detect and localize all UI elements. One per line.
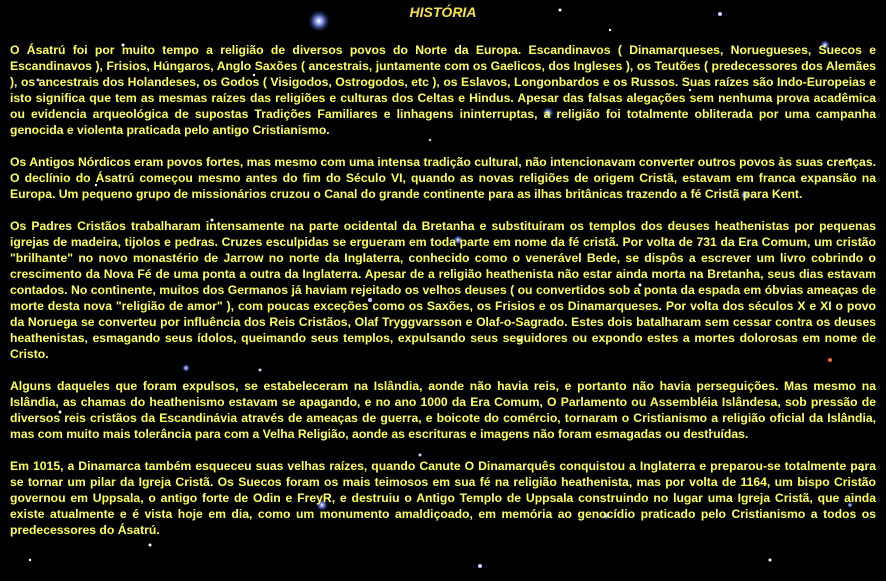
star	[478, 564, 482, 568]
star	[29, 559, 31, 561]
page-content	[10, 0, 876, 538]
page-title: HISTÓRIA	[409, 4, 477, 20]
paragraph-denmark-sweden: Em 1015, a Dinamarca também esqueceu suas velhas raízes, quando Canute O Dinamarquês conquistou a Inglaterra e preparou-se totalmente para se tornar um pilar da Igreja Cristã. Os Suecos foram os mais teimosos em sua fé na religião heathenista, mas por volta de 1164, um bispo Cristão governou em Uppsala, o antigo forte de Odin e FreyR, e destruiu o Antigo Templo de Uppsala construindo no lugar uma Igreja Cristã, que ainda existe atualmente e é vista hoje em dia, como um monumento amaldiçoado, em memória ao genocídio praticado pelo Cristianismo a todos os predecessores do Ásatrú.	[10, 459, 876, 537]
paragraph-decline: Os Antigos Nórdicos eram povos fortes, mas mesmo com uma intensa tradição cultural, não intencionavam converter outros povos às suas crenças. O declínio do Ásatrú começou mesmo antes do fim do Século VI, quando as novas religiões de origem Cristã, estavam em franca expansão na Europa. Um pequeno grupo de missionários cruzou o Canal do grande continente para as ilhas britânicas trazendo a fé Cristã para Kent.	[10, 155, 876, 201]
paragraph-christian-priests: Os Padres Cristãos trabalharam intensamente na parte ocidental da Bretanha e substituíram os templos dos deuses heathenistas por pequenas igrejas de madeira, tijolos e pedras. Cruzes esculpidas se ergueram em toda parte em nome da fé cristã. Por volta de 731 da Era Comum, um cristão "brilhante" no novo monastério de Jarrow no norte da Inglaterra, conhecido como o venerável Bede, se dispôs a escrever um livro cobrindo o crescimento da Nova Fé de uma ponta a outra da Inglaterra. Apesar de a religião heathenista não estar ainda morta na Bretanha, seus dias estavam contados. No continente, muitos dos Germanos já haviam rejeitado os velhos deuses ( ou convertidos sob a ponta da espada em óbvias ameaças de morte desta nova "religião de amor" ), com poucas exceções como os Saxões, os Frisios e os Dinamarqueses. Por volta dos séculos X e XI o povo da Noruega se converteu por influência dos Reis Cristãos, Olaf Tryggvarsson e Olaf-o-Sagrado. Estes dois batalharam sem cessar contra os deuses heathenistas, esmagando seus ídolos, queimando seus templos, expulsando seus seguidores ou expondo estes a mortes dolorosas em nome de Cristo.	[10, 219, 876, 361]
paragraph-iceland: Alguns daqueles que foram expulsos, se estabeleceram na Islândia, aonde não havia reis, e portanto não havia perseguições. Mas mesmo na Islândia, as chamas do heathenismo estavam se apagando, e no ano 1000 da Era Comum, O Parlamento ou Assembléia Islândesa, sob pressão de diversos reis cristãos da Escandinávia através de ameaças de guerra, e boicote do comércio, tornaram o Cristianismo a religião oficial da Islândia, mas com muito mais tolerância para com a Velha Religião, aonde as escrituras e imagens não foram esmagadas ou destruídas.	[10, 379, 876, 441]
paragraph-origins: O Ásatrú foi por muito tempo a religião de diversos povos do Norte da Europa. Escandinavos ( Dinamarqueses, Noruegueses, Suecos e Escandinavos ), Frisios, Húngaros, Anglo Saxões ( ancestrais, juntamente com os Gaelicos, dos Ingleses ), os Teutões ( predecessores dos Alemães ), os ancestrais dos Holandeses, os Godos ( Visigodos, Ostrogodos, etc ), os Eslavos, Longonbardos e os Russos. Suas raízes são Indo-Europeias e isto significa que tem as mesmas raízes das religiões e culturas dos Celtas e Hindus. Apesar das falsas alegações sem nenhuma prova acadêmica ou evidencia arqueológica de supostas Tradições Familiares e linhagens ininterruptas, a religião foi totalmente obliterada por uma campanha genocida e violenta praticada pelo antigo Cristianismo.	[10, 43, 876, 137]
star	[769, 559, 772, 562]
star	[149, 544, 152, 547]
